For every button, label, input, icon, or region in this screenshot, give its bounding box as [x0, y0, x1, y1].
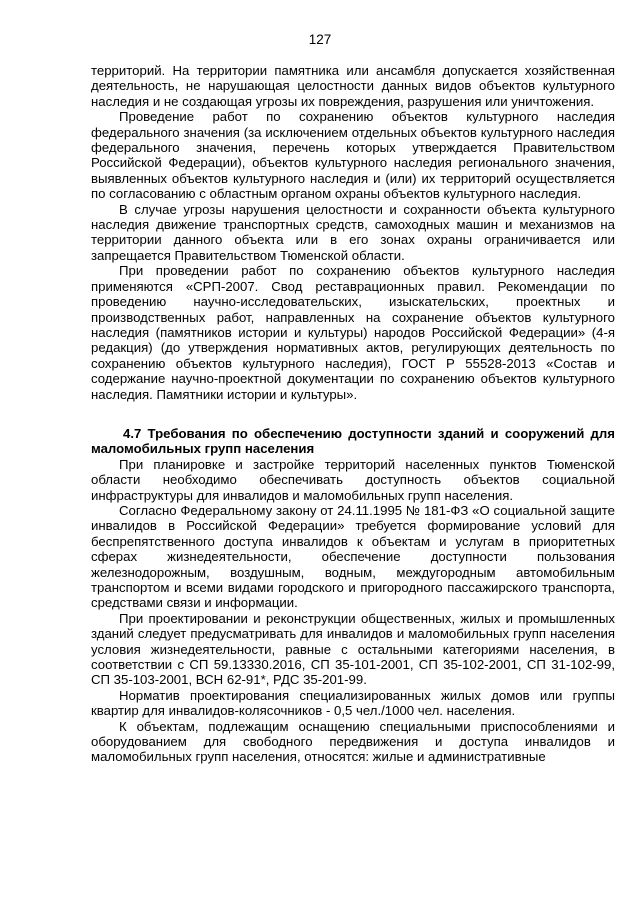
body-paragraph: К объектам, подлежащим оснащению специальными приспособлениями и оборудованием для свободного передвижения и доступа инвалидов и маломобильных групп населения, относятся: жилые и административные [91, 718, 615, 765]
body-paragraph: В случае угрозы нарушения целостности и сохранности объекта культурного наследия движение транспортных средств, самоходных машин и механизмов на территории данного объекта или в его зонах охраны ограничивается или запрещается Правительством Тюменской области. [91, 201, 615, 263]
body-paragraph: При проведении работ по сохранению объектов культурного наследия применяются «СРП-2007. Свод реставрационных правил. Рекомендации по проведению научно-исследовательских, изыскательских, проектных и производственных работ, направленных на сохранение объектов культурного наследия (памятников истории и культуры) народов Российской Федерации» (4-я редакция) (до утверждения нормативных актов, регулирующих деятельность по сохранению объектов культурного наследия), ГОСТ Р 55528-2013 «Состав и содержание научно-проектной документации по сохранению объектов культурного наследия. Памятники истории и культуры». [91, 263, 615, 402]
page-body [91, 63, 615, 765]
body-paragraph: При проектировании и реконструкции общественных, жилых и промышленных зданий следует предусматривать для инвалидов и маломобильных групп населения условия жизнедеятельности, равные с остальными категориями населения, в соответствии с СП 59.13330.2016, СП 35-101-2001, СП 35-102-2001, СП 31-102-99, СП 35-103-2001, ВСН 62-91*, РДС 35-201-99. [91, 610, 615, 688]
body-paragraph: Норматив проектирования специализированных жилых домов или группы квартир для инвалидов-колясочников - 0,5 чел./1000 чел. населения. [91, 687, 615, 719]
page-number: 127 [308, 32, 332, 47]
body-paragraph: территорий. На территории памятника или ансамбля допускается хозяйственная деятельность, не нарушающая целостности данных видов объектов культурного наследия и не создающая угрозы их повреждения, разрушения или уничтожения. [91, 63, 615, 109]
body-paragraph: При планировке и застройке территорий населенных пунктов Тюменской области необходимо обеспечивать доступность объектов социальной инфраструктуры для инвалидов и маломобильных групп населения. [91, 456, 615, 503]
section-heading: 4.7 Требования по обеспечению доступности зданий и сооружений для маломобильных групп населения [91, 425, 615, 457]
body-paragraph: Проведение работ по сохранению объектов культурного наследия федерального значения (за исключением отдельных объектов культурного наследия федерального значения, перечень которых утверждается Правительством Российской Федерации), объектов культурного наследия регионального значения, выявленных объектов культурного наследия и (или) их территорий осуществляется по согласованию с областным органом охраны объектов культурного наследия. [91, 109, 615, 202]
body-paragraph: Согласно Федеральному закону от 24.11.1995 № 181-ФЗ «О социальной защите инвалидов в Российской Федерации» требуется формирование условий для беспрепятственного доступа инвалидов к объектам и услугам в приоритетных сферах жизнедеятельности, обеспечение доступности пользования железнодорожным, воздушным, водным, междугородным автомобильным транспортом и всеми видами городского и пригородного пассажирского транспорта, средствами связи и информации. [91, 502, 615, 611]
